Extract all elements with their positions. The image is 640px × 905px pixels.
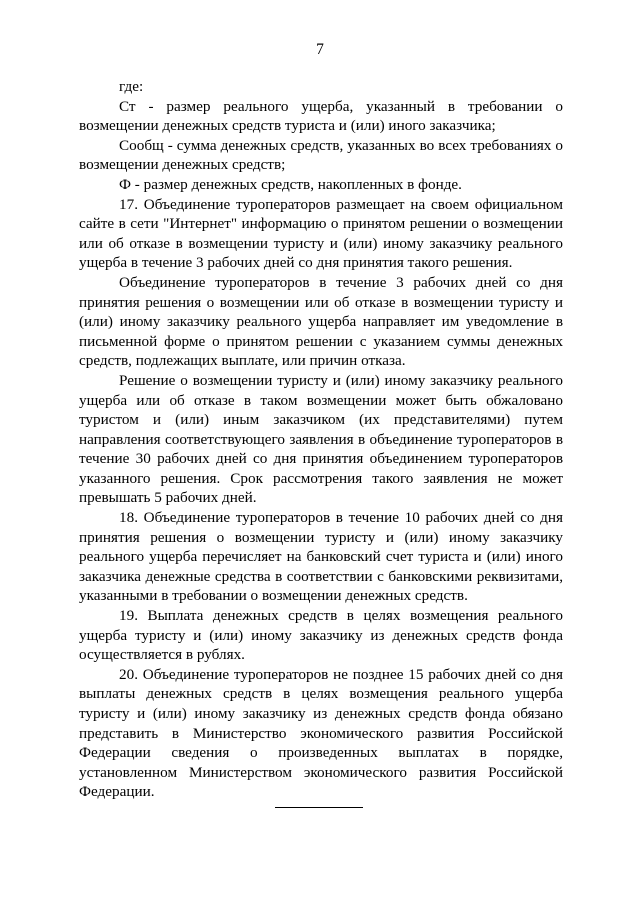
paragraph-where: где:	[119, 78, 144, 95]
paragraph-appeal: Решение о возмещении туристу и (или) иному заказчику реального ущерба или об отказе в таком возмещении может быть обжаловано туристом и (или) иным заказчиком (их представителями) путем направления соответствующего заявления в объединение туроператоров в течение 30 рабочих дней со дня принятия объединением туроператоров указанного решения. Срок рассмотрения такого заявления не может превышать 5 рабочих дней.	[79, 371, 563, 507]
end-of-text-rule	[275, 807, 363, 808]
paragraph-clause-17: 17. Объединение туроператоров размещает на своем официальном сайте в сети "Интернет" информацию о принятом решении о возмещении или об отказе в возмещении туристу и (или) иному заказчику реального ущерба в течение 3 рабочих дней со дня принятия такого решения.	[79, 195, 563, 272]
page-number: 7	[316, 41, 324, 58]
paragraph-ct-definition: Ст - размер реального ущерба, указанный в требовании о возмещении денежных средств туриста и (или) иного заказчика;	[79, 97, 563, 135]
paragraph-clause-20: 20. Объединение туроператоров не позднее 15 рабочих дней со дня выплаты денежных средств в целях возмещения реального ущерба туристу и (или) иному заказчику из денежных средств фонда обязано представить в Министерство экономического развития Российской Федерации сведения о произведенных выплатах в порядке, установленном Министерством экономического развития Российской Федерации.	[79, 665, 563, 801]
paragraph-notification: Объединение туроператоров в течение 3 рабочих дней со дня принятия решения о возмещении или об отказе в возмещении туристу и (или) иному заказчику реального ущерба направляет им уведомление в письменной форме о принятом решении с указанием суммы денежных средств, подлежащих выплате, или причин отказа.	[79, 273, 563, 370]
document-body	[79, 77, 563, 802]
paragraph-clause-18: 18. Объединение туроператоров в течение 10 рабочих дней со дня принятия решения о возмещении туристу и (или) иному заказчику реального ущерба перечисляет на банковский счет туриста и (или) иного заказчика денежные средства в соответствии с банковскими реквизитами, указанными в требовании о возмещении денежных средств.	[79, 509, 563, 605]
paragraph-total-definition: Сообщ - сумма денежных средств, указанных во всех требованиях о возмещении денежных средств;	[79, 136, 563, 174]
paragraph-fund-definition: Ф - размер денежных средств, накопленных в фонде.	[119, 175, 462, 193]
paragraph-clause-19: 19. Выплата денежных средств в целях возмещения реального ущерба туристу и (или) иному заказчику из денежных средств фонда осуществляется в рублях.	[79, 607, 563, 664]
